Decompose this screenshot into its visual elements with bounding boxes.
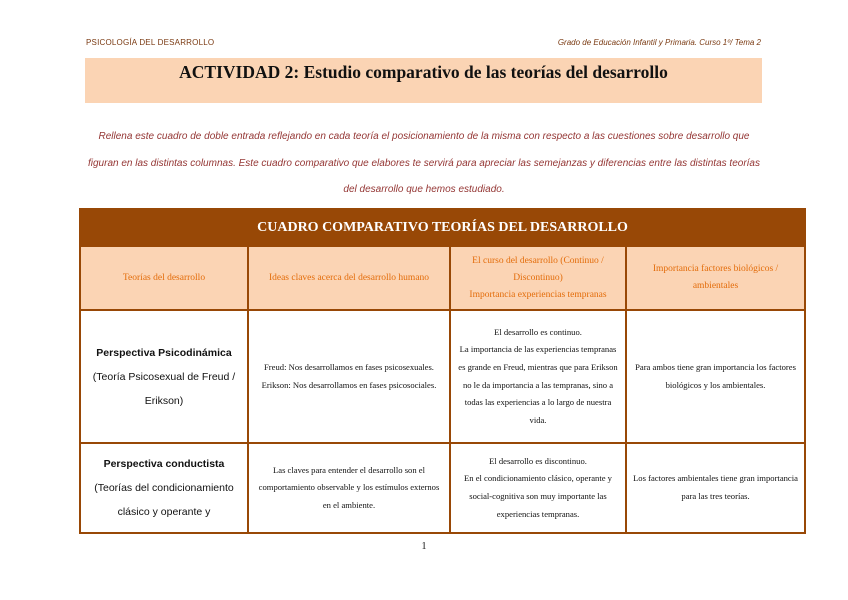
header-course-info: Grado de Educación Infantil y Primaria. Curso 1º/ Tema 2 xyxy=(557,38,761,47)
key-ideas-cell xyxy=(248,443,450,533)
key-ideas-line: Erikson: Nos desarrollamos en fases psicosociales. xyxy=(261,379,437,390)
table-title: CUADRO COMPARATIVO TEORÍAS DEL DESARROLLO xyxy=(80,209,805,246)
factors-line: Los factores ambientales tiene gran importancia para las tres teorías. xyxy=(633,473,798,501)
course-line: El desarrollo es continuo. xyxy=(494,326,582,337)
theory-cell xyxy=(80,443,248,533)
column-header-theories: Teorías del desarrollo xyxy=(80,246,248,310)
instructions-paragraph: Rellena este cuadro de doble entrada reflejando en cada teoría el posicionamiento de la misma con respecto a las cuestiones sobre desarrollo que figuran en las distintas columnas. Este cuadro comparativo que elabores te servirá para apreciar las semejanzas y diferencias entre las distintas teorías del desarrollo que hemos estudiado. xyxy=(87,131,760,195)
key-ideas-line: Freud: Nos desarrollamos en fases psicosexuales. xyxy=(264,361,434,372)
theory-name: Perspectiva conductista xyxy=(103,458,225,470)
key-ideas-cell xyxy=(248,310,450,443)
column-header-early-experiences: Importancia experiencias tempranas xyxy=(469,289,607,300)
course-line: En el condicionamiento clásico, operante y social-cognitiva son muy importante las experiencias tempranas. xyxy=(464,473,612,519)
theory-cell xyxy=(80,310,248,443)
table-row xyxy=(80,443,805,533)
header-course-title: PSICOLOGÍA DEL DESARROLLO xyxy=(86,38,215,47)
theory-subtitle: (Teorías del condicionamiento clásico y operante y xyxy=(94,482,234,518)
comparison-table xyxy=(79,208,806,534)
factors-cell xyxy=(626,443,805,533)
column-header-key-ideas: Ideas claves acerca del desarrollo humano xyxy=(248,246,450,310)
activity-title-box xyxy=(85,58,762,103)
factors-cell xyxy=(626,310,805,443)
page-number: 1 xyxy=(421,541,427,552)
key-ideas-line: Las claves para entender el desarrollo son el comportamiento observable y los estímulos externos en el ambiente. xyxy=(258,464,440,510)
theory-subtitle: (Teoría Psicosexual de Freud / Erikson) xyxy=(92,370,236,407)
course-cell xyxy=(450,443,626,533)
course-cell xyxy=(450,310,626,443)
theory-name: Perspectiva Psicodinámica xyxy=(96,346,232,359)
column-header-factors: Importancia factores biológicos / ambientales xyxy=(626,246,805,310)
activity-title: ACTIVIDAD 2: Estudio comparativo de las teorías del desarrollo xyxy=(179,62,668,82)
course-line: El desarrollo es discontinuo. xyxy=(489,455,587,466)
table-row xyxy=(80,310,805,443)
column-header-course-line: El curso del desarrollo (Continuo / Discontinuo) xyxy=(472,255,604,283)
column-header-course xyxy=(450,246,626,310)
factors-line: Para ambos tiene gran importancia los factores biológicos y los ambientales. xyxy=(635,361,796,390)
course-line: La importancia de las experiencias tempranas es grande en Freud, mientras que para Erikson no le da importancia a las tempranas, sino a todas las experiencias a lo largo de nuestra vida. xyxy=(458,344,618,425)
